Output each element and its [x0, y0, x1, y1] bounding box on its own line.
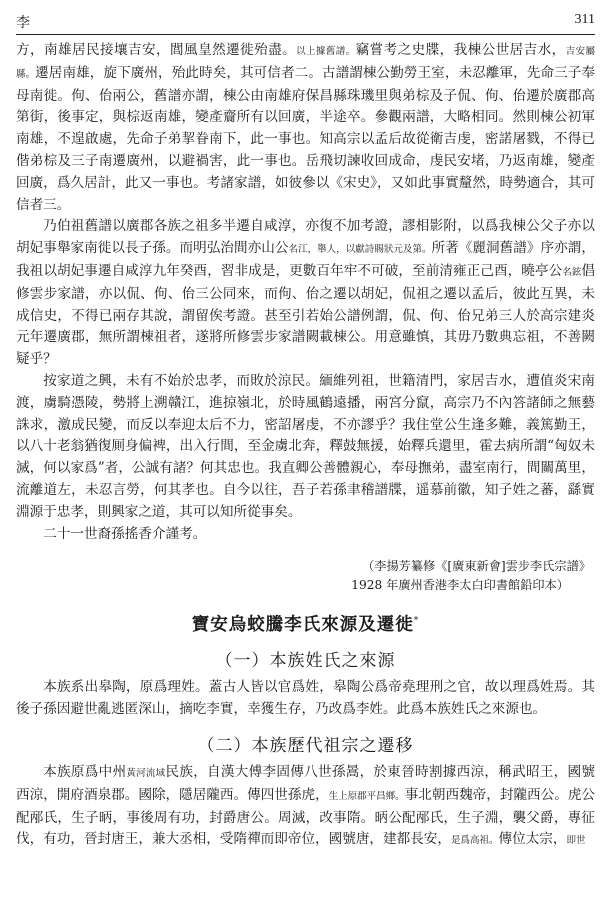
text-run: 事北朝西魏帝，封隴西公。虎公配邴氏，生子昞，事後周有功，封爵唐公。周滅，改事隋。昞公配邴氏，生子淵，襲父爵，專征伐，有功，晉封唐王，兼大丞相，受隋禪而即帝位，國號唐，建都長安， — [16, 786, 596, 848]
citation-line-2: 1928 年廣州香港李太白印書館鉛印本） — [351, 578, 569, 593]
text-run: 方，南雄居民接壤吉安，閭風皇然遷徙殆盡。 — [16, 42, 297, 58]
text-run: 民族，自漢大傅李固傳八世孫暠，於東晉時割據西涼，稱武昭王，國號西涼，開府酒泉郡。國除，隱居隴西。傳四世孫虎， — [16, 763, 595, 803]
article-title-text: 寶安烏蛟騰李氏來源及遷徙 — [191, 615, 414, 636]
inline-note: 即世 — [566, 835, 586, 847]
running-head: 李 — [16, 15, 30, 31]
inline-note: 黃河流域 — [126, 767, 166, 779]
essay-paragraph — [16, 524, 595, 546]
text-run: 所著《麗洞舊譜》序亦謂，我祖以胡妃事遷自咸淳九年癸酉，習非成是，更數百年牢不可破，至前清雍正己酉，曉亭公 — [16, 240, 595, 279]
header-rule — [16, 34, 595, 35]
text-run: 傳位太宗， — [498, 831, 567, 848]
text-run: 乃伯祖舊譜以廣郡各族之祖多半遷自咸淳，亦復不加考證，謬相影附，以爲我棟公父子亦以胡妃事舉家南徙以長子孫。而明弘治間亦山公 — [16, 218, 595, 257]
source-citation — [16, 557, 595, 595]
text-run: 倡修雲步家譜，亦以侃、佝、佁三公同來，而佝、佁之遷以胡妃，侃祖之遷以孟后，彼此互異，未成信史，不得已兩存其說，謂留俟考證。甚至引若始公譜例謂，侃、佝、佁兄弟三人於高宗建炎元年遷廣郡，無所謂棟祖者，遂將所修雲步家譜闕載棟公。用意雖慎，其毋乃數典忘祖，不善闕疑乎？ — [16, 262, 595, 368]
inline-note: 吉安屬縣。 — [16, 46, 595, 80]
section-1-paragraph: 本族系出皋陶，原爲理姓。蓋古人皆以官爲姓，皋陶公爲帝堯理刑之官，故以理爲姓焉。其後子孫因避世亂逃匿深山，摘吃李實，幸獲生存，乃改爲李姓。此爲本族姓氏之來源也。 — [16, 679, 595, 718]
text-run: 按家道之興，未有不始於忠孝，而敗於涼民。緬維列祖，世籍清門，家居吉水，遭值炎宋南渡，虜騎憑陵，勢將上溯贛江，進掠嶺北，於時風鶴遠播，兩宮分竄，高宗乃不內答諸師之無藝誅求，激成民變，而反以奉迎太后不力，密詔屠虔，不亦謬乎？我住堂公生逢多難，義篤勤王，以八十老翁猶復厠身偏裨，出入行間，至金虜北奔，釋鼓無援，始釋兵還里，霍去病所謂“匈奴未滅，何以家爲”者，公誠有諸？何其忠也。我直卿公善體親心，奉母撫弟，盡室南行，間關萬里，流離道左，未忍言勞，何其孝也。自今以往，吾子若孫聿稽譜牒，遥慕前徽，知子姓之蕃，繇實淵源于忠孝，則興家之道，其可以知所從事矣。 — [16, 372, 595, 520]
inline-note: 名鉉 — [562, 266, 582, 278]
text-run: 竊嘗考之史牒，我棟公世居吉水， — [355, 42, 566, 58]
inline-note: 名江，舉人，以獻詩賜狀元及第。 — [288, 244, 432, 256]
essay-paragraph — [16, 216, 595, 371]
essay-paragraph — [16, 40, 595, 216]
body-text — [16, 40, 595, 852]
citation-line-1: （李揚芳纂修《[廣東新會]雲步李氏宗譜》 — [362, 559, 591, 574]
essay-paragraph — [16, 371, 595, 524]
section-2-paragraph — [16, 762, 595, 852]
section-heading-1: （一）本族姓氏之來源 — [215, 651, 396, 672]
title-footnote-mark: * — [413, 616, 420, 627]
text-run: 遷居南雄，旋下廣州，殆此時矣，其可信者二。古譜謂棟公勤勞王室，未忍離軍，先命三子奉母南徙。佝、佁兩公，舊譜亦謂，棟公由南雄府保昌縣珠璣里與弟棕及子侃、佝、佁遷於廣郡高第街，後事定，與棕返南雄，變產齎所有以回廣，半途卒。參觀兩譜，大略相同。然則棟公初軍南雄，不遑啟處，先命子弟挈眷南下，此一事也。知高宗以孟后故從衛吉虔，密諾屠戮，不得已偕弟棕及三子南遷廣州，以避禍害，此一事也。岳飛切諫收回成命，虔民安堵，乃返南雄，變產回廣，爲久居計，此又一事也。考諸家譜，如彼參以《宋史》，又如此事實釐然，時勢適合，其可信者三。 — [16, 64, 595, 213]
text-run: 本族原爲中州 — [43, 763, 127, 780]
essay-paragraphs — [16, 40, 595, 545]
section-heading-2: （二）本族歷代祖宗之遷移 — [197, 735, 414, 756]
page-header — [16, 12, 595, 34]
page-number: 311 — [574, 12, 595, 27]
article-title — [16, 611, 595, 636]
inline-note: 生上原郡平昌鄉。 — [328, 790, 405, 802]
inline-note: 以上據舊譜。 — [296, 46, 356, 57]
text-run: 二十一世裔孫搖香介謹考。 — [43, 525, 207, 542]
inline-note: 是爲高祖。 — [451, 835, 499, 847]
